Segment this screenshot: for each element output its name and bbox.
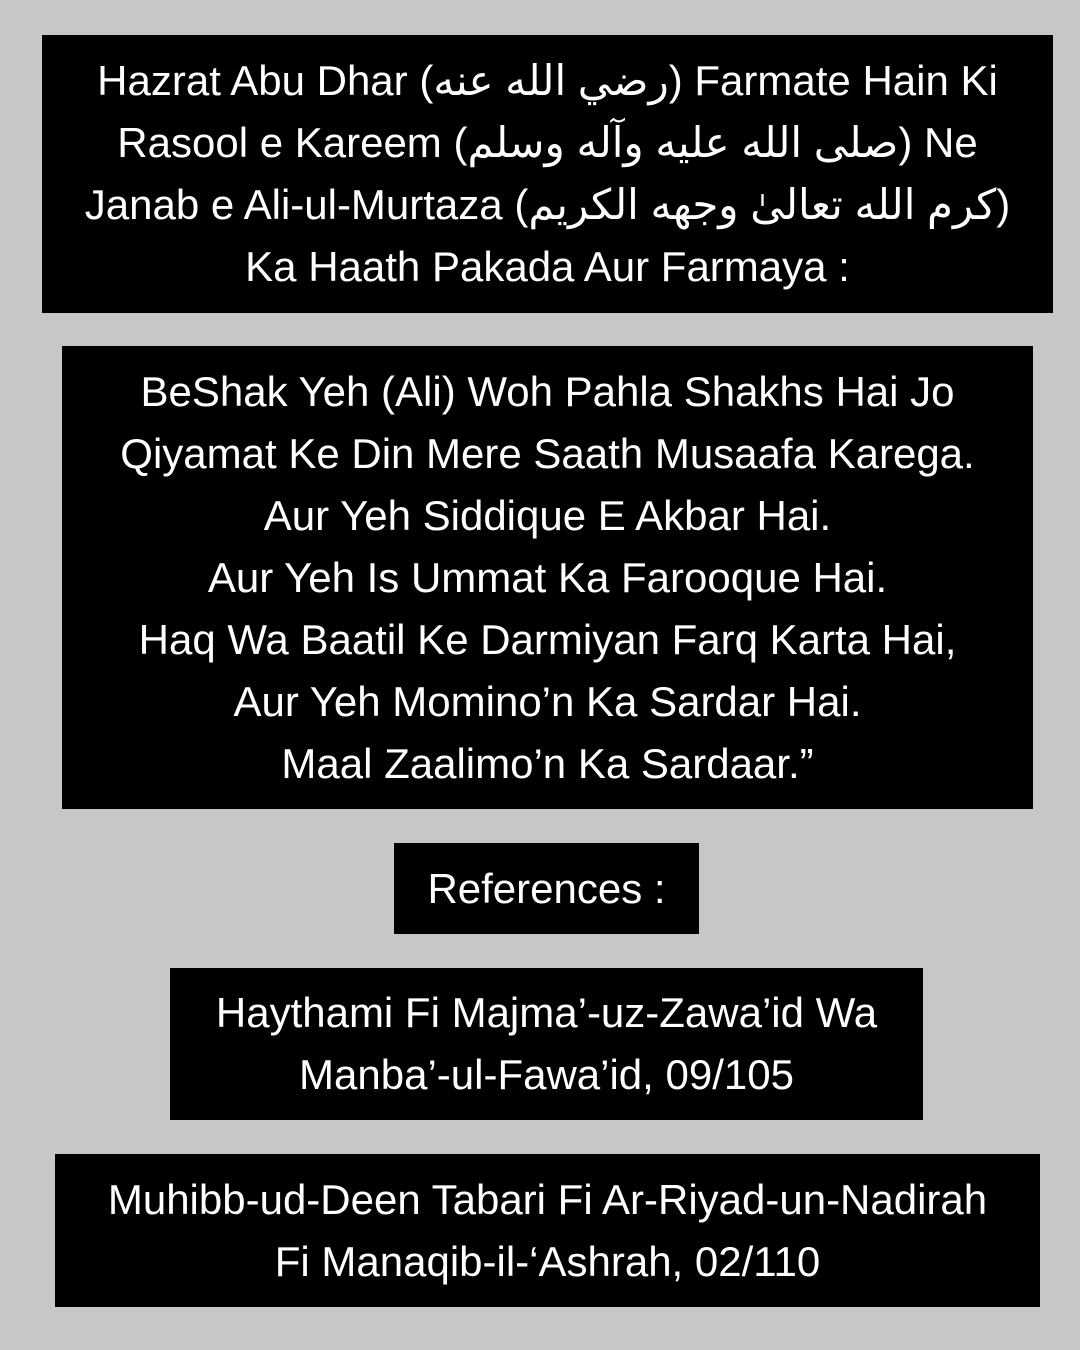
- intro-line-4: Ka Haath Pakada Aur Farmaya :: [245, 243, 850, 290]
- hadith-line: Aur Yeh Momino’n Ka Sardar Hai.: [233, 677, 862, 725]
- hadith-line: BeShak Yeh (Ali) Woh Pahla Shakhs Hai Jo: [140, 367, 955, 415]
- reference-1-line: Manba’-ul-Fawa’id, 09/105: [299, 1051, 794, 1098]
- references-heading-box: [394, 843, 699, 934]
- intro-line-1: [97, 50, 998, 112]
- hadith-line: Maal Zaalimo’n Ka Sardaar.”: [281, 739, 814, 787]
- intro-line-3: [85, 174, 1010, 236]
- intro-line-3-start: Janab e Ali-ul-Murtaza (: [84, 181, 529, 228]
- intro-line-1-end: ) Farmate Hain Ki: [668, 57, 998, 104]
- intro-line-2-start: Rasool e Kareem (: [117, 119, 468, 166]
- intro-line-3-end: ): [996, 181, 1011, 228]
- references-heading: References :: [427, 864, 666, 912]
- intro-line-2: [117, 112, 977, 174]
- reference-1-box: [170, 968, 923, 1120]
- intro-line-1-start: Hazrat Abu Dhar (: [97, 57, 434, 104]
- intro-box: [42, 35, 1053, 313]
- intro-line-2-end: ) Ne: [898, 119, 978, 166]
- hadith-line: Aur Yeh Is Ummat Ka Farooque Hai.: [207, 553, 888, 601]
- hadith-line: Aur Yeh Siddique E Akbar Hai.: [263, 491, 832, 539]
- reference-2-box: [55, 1154, 1040, 1307]
- intro-line-2-arabic: صلى الله عليه وآله وسلم: [467, 119, 899, 166]
- reference-2-line: Fi Manaqib-il-‘Ashrah, 02/110: [274, 1237, 821, 1285]
- reference-1-line: Haythami Fi Majma’-uz-Zawa’id Wa: [215, 989, 878, 1036]
- hadith-box: [62, 346, 1033, 809]
- reference-2-line: Muhibb-ud-Deen Tabari Fi Ar-Riyad-un-Nadirah: [107, 1175, 988, 1223]
- intro-line-3-arabic: كرم الله تعالىٰ وجهه الكريم: [528, 181, 997, 228]
- hadith-line: Haq Wa Baatil Ke Darmiyan Farq Karta Hai,: [138, 615, 957, 663]
- intro-line-1-arabic: رضي الله عنه: [433, 57, 669, 104]
- hadith-line: Qiyamat Ke Din Mere Saath Musaafa Karega.: [120, 429, 975, 477]
